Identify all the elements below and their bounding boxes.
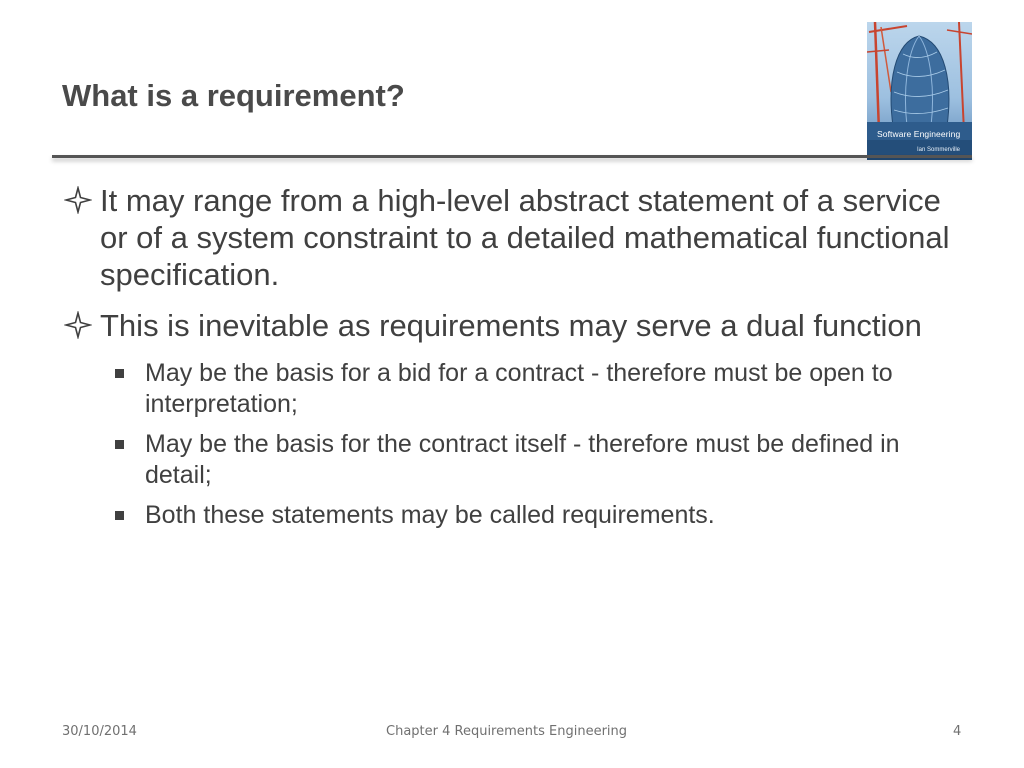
footer-chapter: Chapter 4 Requirements Engineering	[386, 724, 628, 739]
bullet-text: It may range from a high-level abstract statement of a service or of a system constraint to a detailed mathematical functional specification.	[100, 183, 950, 292]
sub-bullet-text: Both these statements may be called requirements.	[145, 501, 715, 529]
square-bullet-icon	[115, 440, 124, 449]
title-divider	[52, 155, 972, 158]
cover-book-title: Software Engineering	[877, 129, 961, 139]
sub-bullet-item	[58, 429, 968, 491]
slide-title: What is a requirement?	[62, 78, 405, 113]
footer-date: 30/10/2014	[62, 724, 137, 739]
four-point-star-icon	[64, 311, 92, 339]
square-bullet-icon	[115, 369, 124, 378]
bullet-text: This is inevitable as requirements may serve a dual function	[100, 308, 922, 343]
cover-author: Ian Sommerville	[917, 147, 961, 153]
bullet-item	[58, 307, 968, 344]
four-point-star-icon	[64, 186, 92, 214]
sub-bullet-text: May be the basis for a bid for a contract - therefore must be open to interpretation;	[145, 359, 893, 418]
square-bullet-icon	[115, 511, 124, 520]
sub-bullet-item	[58, 358, 968, 420]
book-cover-image	[867, 22, 972, 160]
gherkin-building-illustration	[867, 22, 972, 160]
slide-body	[58, 182, 968, 540]
footer-page-number: 4	[953, 724, 962, 739]
sub-bullet-item	[58, 500, 968, 531]
sub-bullet-text: May be the basis for the contract itself - therefore must be defined in detail;	[145, 430, 900, 489]
bullet-item	[58, 182, 968, 293]
